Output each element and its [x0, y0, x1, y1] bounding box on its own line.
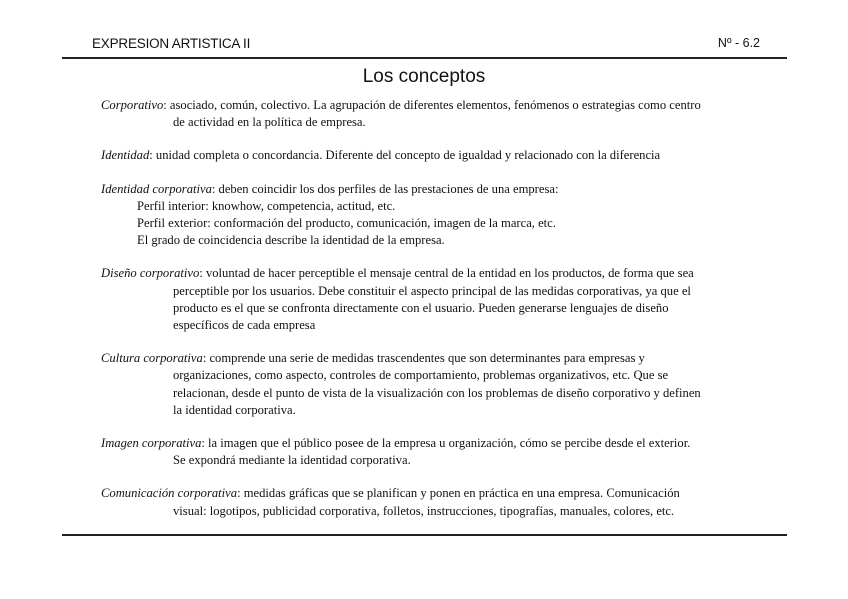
definition-corporativo: [101, 97, 791, 131]
definition-term: Identidad: [101, 148, 150, 163]
definition-term: Corporativo: [101, 98, 164, 112]
definition-term: Diseño corporativo: [101, 266, 200, 281]
definition-subitem: Perfil interior: knowhow, competencia, actitud, etc.: [137, 198, 396, 213]
definition-text: : unidad completa o concordancia. Diferente del concepto de igualdad y relacionado con la diferencia: [149, 148, 661, 163]
definition-comunicacion-corporativa: [101, 485, 791, 519]
definition-subitem: El grado de coincidencia describe la identidad de la empresa.: [137, 233, 445, 248]
definition-text: : comprende una serie de medidas trascendentes que son determinantes para empresas y: [202, 351, 645, 366]
definition-text: perceptible por los usuarios. Debe constituir el aspecto principal de las medidas corporativas, ya que el: [173, 283, 691, 298]
definition-text: : deben coincidir los dos perfiles de las prestaciones de una empresa:: [211, 181, 559, 196]
footer-divider: [62, 534, 787, 536]
definition-text: : voluntad de hacer perceptible el mensaje central de la entidad en los productos, de forma que sea: [199, 266, 694, 281]
definition-term: Imagen corporativa: [101, 436, 202, 451]
definition-text: la identidad corporativa.: [173, 402, 296, 417]
course-title: EXPRESION ARTISTICA II: [92, 36, 251, 51]
definition-text: : la imagen que el público posee de la empresa u organización, cómo se percibe desde el exterior.: [201, 436, 691, 451]
definition-text: : asociado, común, colectivo. La agrupación de diferentes elementos, fenómenos o estrategias como centro: [163, 98, 701, 112]
definition-term: Cultura corporativa: [101, 351, 203, 366]
definition-text: producto es el que se confronta directamente con el usuario. Pueden generarse lenguajes de diseño: [173, 300, 669, 315]
definition-identidad-corporativa: [101, 181, 791, 250]
definition-text: específicos de cada empresa: [173, 318, 316, 333]
definition-identidad: [101, 147, 791, 164]
definition-subitem: Perfil exterior: conformación del producto, comunicación, imagen de la marca, etc.: [137, 216, 556, 231]
page-number: Nº - 6.2: [717, 36, 760, 50]
definition-text: : medidas gráficas que se planifican y ponen en práctica en una empresa. Comunicación: [237, 486, 680, 501]
definition-text: Se expondrá mediante la identidad corporativa.: [173, 453, 411, 468]
definition-text: organizaciones, como aspecto, controles de comportamiento, problemas organizativos, etc. Que se: [173, 368, 669, 383]
definition-term: Comunicación corporativa: [101, 486, 238, 501]
definition-text: relacionan, desde el punto de vista de la visualización con los problemas de diseño corporativo y definen: [173, 385, 701, 400]
page-title: Los conceptos: [362, 66, 486, 87]
definition-imagen-corporativa: [101, 435, 791, 469]
definition-text: de actividad en la política de empresa.: [173, 115, 366, 130]
definition-diseno-corporativo: [101, 265, 791, 334]
header-divider: [62, 57, 787, 59]
definition-text: visual: logotipos, publicidad corporativa, folletos, instrucciones, tipografías, manuales, colores, etc.: [173, 503, 675, 518]
definition-term: Identidad corporativa: [101, 181, 212, 196]
definitions-list: [101, 97, 791, 520]
definition-cultura-corporativa: [101, 350, 791, 419]
